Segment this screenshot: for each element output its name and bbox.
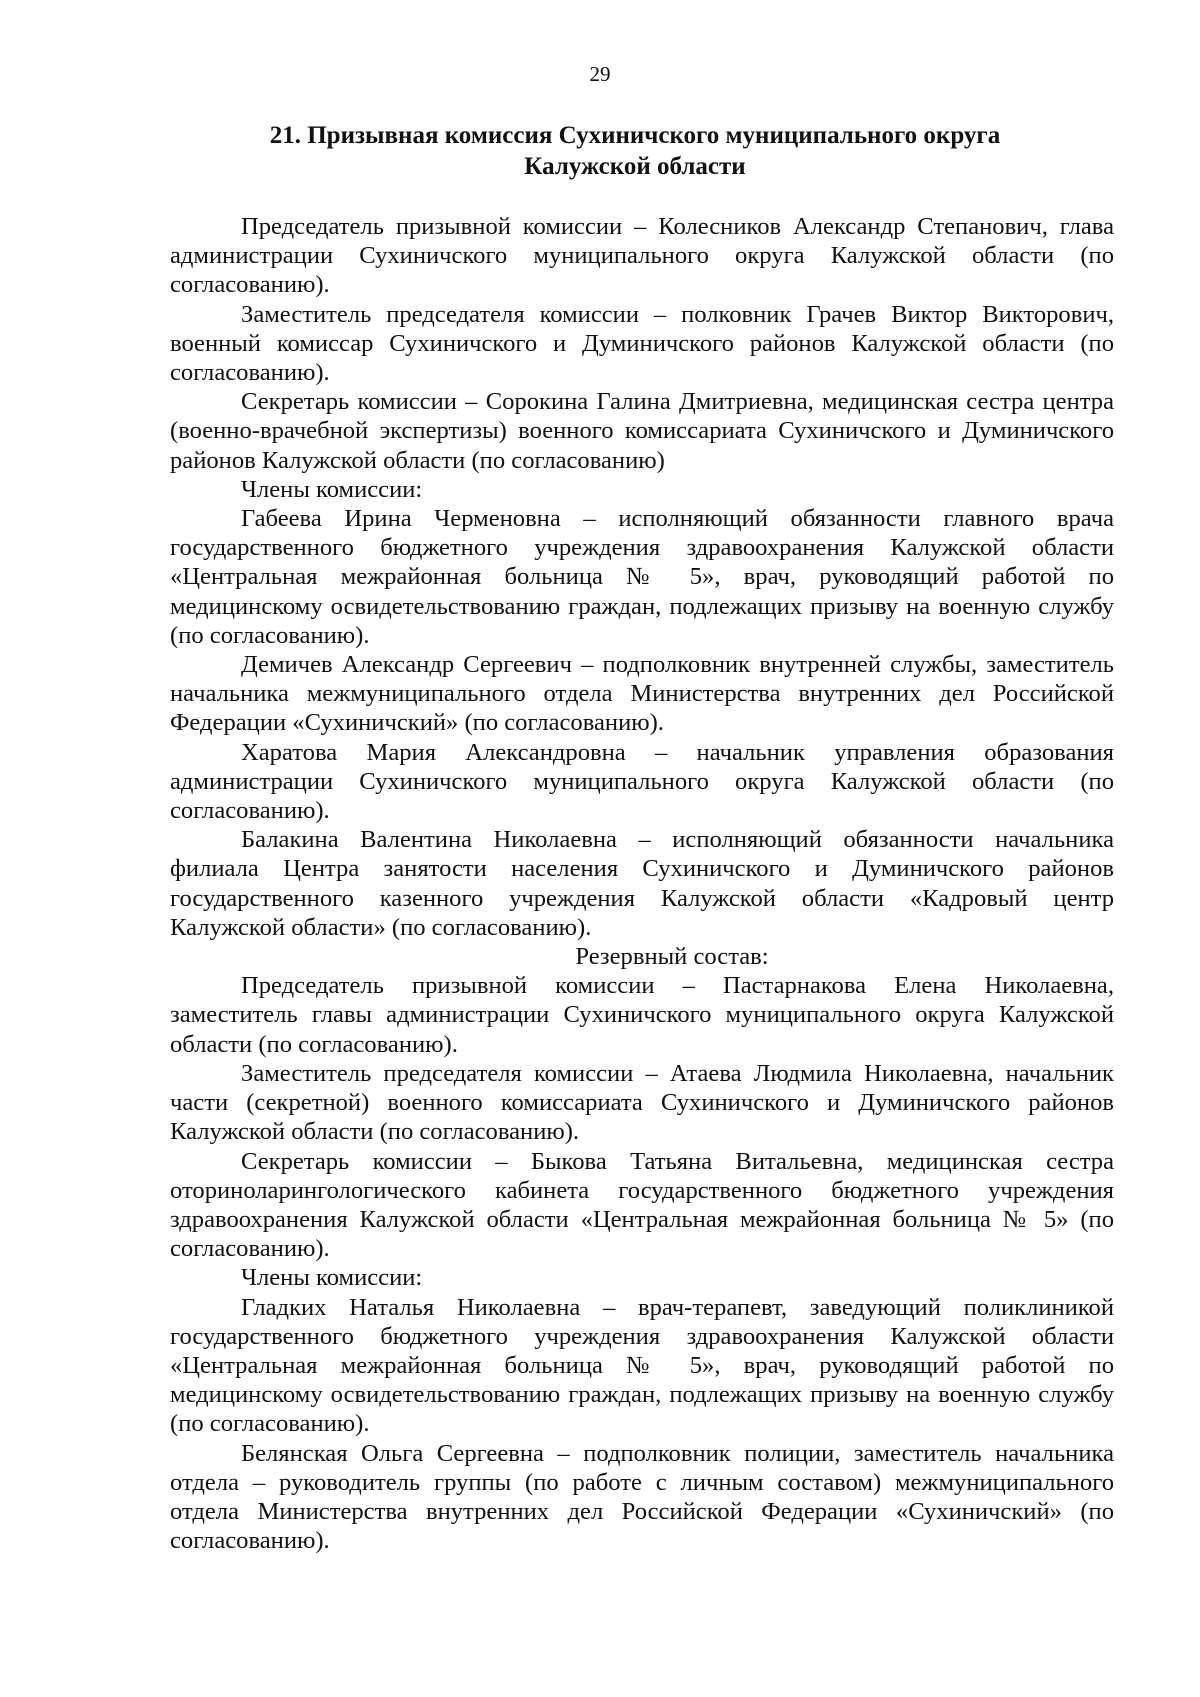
paragraph-deputy-chairman: Заместитель председателя комиссии – полковник Грачев Виктор Викторович, военный комиссар Сухиничского и Думиничского районов Калужской области (по согласованию). <box>170 300 1114 387</box>
paragraph-reserve-members-heading: Члены комиссии: <box>241 1264 423 1292</box>
section-title <box>240 120 1030 182</box>
paragraph-reserve-member: Гладких Наталья Николаевна – врач-терапевт, заведующий поликлиникой государственного бюджетного учреждения здравоохранения Калужской области «Центральная межрайонная больница № 5», врач, руководящий работой по медицинскому освидетельствованию граждан, подлежащих призыву на военную службу (по согласованию). <box>170 1293 1114 1438</box>
paragraph-member: Балакина Валентина Николаевна – исполняющий обязанности начальника филиала Центра занятости населения Сухиничского и Думиничского районов государственного казенного учреждения Калужской области «Кадровый центр Калужской области» (по согласованию). <box>170 826 1114 941</box>
paragraph-reserve-deputy-chairman: Заместитель председателя комиссии – Атаева Людмила Николаевна, начальник части (секретной) военного комиссариата Сухиничского и Думиничского районов Калужской области (по согласованию). <box>170 1059 1114 1146</box>
paragraph-reserve-member: Белянская Ольга Сергеевна – подполковник полиции, заместитель начальника отдела – руководитель группы (по работе с личным составом) межмуниципального отдела Министерства внутренних дел Российской Федерации «Сухиничский» (по согласованию). <box>170 1439 1114 1555</box>
paragraph-reserve-secretary: Секретарь комиссии – Быкова Татьяна Витальевна, медицинская сестра оториноларингологического кабинета государственного бюджетного учреждения здравоохранения Калужской области «Центральная межрайонная больница № 5» (по согласованию). <box>170 1147 1114 1263</box>
paragraph-reserve-chairman: Председатель призывной комиссии – Пастарнакова Елена Николаевна, заместитель главы администрации Сухиничского муниципального округа Калужской области (по согласованию). <box>170 972 1114 1058</box>
page-number: 29 <box>589 62 611 86</box>
document-body <box>170 212 1114 1555</box>
reserve-heading: Резервный состав: <box>575 943 769 971</box>
paragraph-secretary: Секретарь комиссии – Сорокина Галина Дмитриевна, медицинская сестра центра (военно-врачебной экспертизы) военного комиссариата Сухиничского и Думиничского районов Калужской области (по согласованию) <box>170 388 1114 474</box>
paragraph-chairman: Председатель призывной комиссии – Колесников Александр Степанович, глава администрации Сухиничского муниципального округа Калужской области (по согласованию). <box>170 213 1114 299</box>
section-title-line-2: Калужской области <box>524 153 746 180</box>
paragraph-member: Харатова Мария Александровна – начальник управления образования администрации Сухиничского муниципального округа Калужской области (по согласованию). <box>170 738 1114 825</box>
paragraph-members-heading: Члены комиссии: <box>241 475 423 503</box>
paragraph-member: Демичев Александр Сергеевич – подполковник внутренней службы, заместитель начальника межмуниципального отдела Министерства внутренних дел Российской Федерации «Сухиничский» (по согласованию). <box>170 651 1114 737</box>
paragraph-member: Габеева Ирина Черменовна – исполняющий обязанности главного врача государственного бюджетного учреждения здравоохранения Калужской области «Центральная межрайонная больница № 5», врач, руководящий работой по медицинскому освидетельствованию граждан, подлежащих призыву на военную службу (по согласованию). <box>170 505 1114 649</box>
section-title-line-1: 21. Призывная комиссия Сухиничского муниципального округа <box>269 122 1001 149</box>
